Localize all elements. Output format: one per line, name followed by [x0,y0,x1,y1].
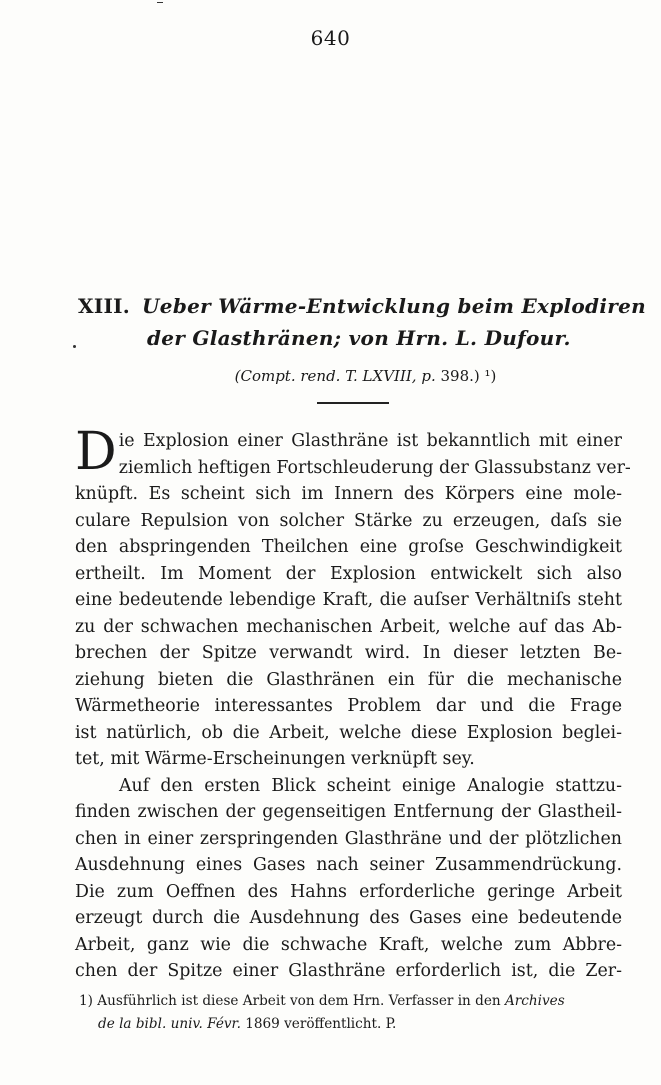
corner-mark [157,2,163,3]
text-line: erzeugt durch die Ausdehnung des Gases eine bedeutende [75,908,622,928]
paragraph-2 [75,773,622,985]
footnote-date: 1869 veröffentlicht. [240,1016,382,1032]
drop-cap: D [75,422,117,482]
citation-source: (Compt. rend. T. LXVIII, p. [234,367,436,385]
text-line: chen der Spitze einer Glasthräne erforderlich ist, die Zer- [75,961,622,981]
article-number: XIII. [78,294,131,318]
body-text [75,422,631,985]
text-line: eine bedeutende lebendige Kraft, die auſser Verhältniſs steht [75,590,622,610]
footnote-text: 1) Ausführlich ist diese Arbeit von dem Hrn. Verfasser in den [79,993,505,1009]
text-line: den abspringenden Theilchen eine groſse Geschwindigkeit [75,537,622,557]
text-line: zu der schwachen mechanischen Arbeit, welche auf das Ab- [75,616,622,637]
text-line: ist natürlich, ob die Arbeit, welche diese Explosion beglei- [75,722,622,743]
text-line: brechen der Spitze verwandt wird. In dieser letzten Be- [75,643,622,663]
footnote-line-2-text [98,1016,381,1032]
citation-page: 398.) ¹) [435,367,497,385]
citation [0,367,661,385]
page-number: 640 [310,26,351,50]
text-line: ziemlich heftigen Fortschleuderung der Glassubstanz ver- [118,457,631,478]
title-line-2: der Glasthränen; von Hrn. L. Dufour. [147,326,571,350]
text-line: culare Repulsion von solcher Stärke zu erzeugen, daſs sie [75,510,622,531]
text-line: Die zum Oeffnen des Hahns erforderliche geringe Arbeit [75,881,622,902]
text-line: finden zwischen der gegenseitigen Entfernung der Glastheil- [75,802,622,822]
footnote-journal-cont: de la bibl. univ. Févr. [98,1016,241,1032]
text-line: Auf den ersten Blick scheint einige Analogie stattzu- [119,775,622,796]
text-line: ziehung bieten die Glasthränen ein für die mechanische [75,669,622,690]
text-line: chen in einer zerspringenden Glasthräne und der plötzlichen [75,828,622,849]
title-line-1 [78,294,646,318]
text-line: tet, mit Wärme-Erscheinungen verknüpft sey. [75,749,475,769]
divider-rule [317,402,389,404]
text-line: ie Explosion einer Glasthräne ist bekanntlich mit einer [118,431,622,451]
footnote-line-2 [79,1013,607,1036]
text-line: Ausdehnung eines Gases nach seiner Zusammendrückung. [75,855,622,875]
text-line: Wärmetheorie interessantes Problem dar und die Frage [75,696,622,716]
footnote [79,990,607,1036]
margin-dot [73,345,76,348]
title-text-1: Ueber Wärme-Entwicklung beim Explodiren [142,294,646,318]
text-line: ertheilt. Im Moment der Explosion entwickelt sich also [75,563,622,584]
footnote-signature: P. [385,1016,397,1032]
text-line: knüpft. Es scheint sich im Innern des Körpers eine mole- [75,484,622,504]
footnote-journal: Archives [504,993,565,1009]
article-title [78,294,646,350]
paragraph-1 [75,422,631,773]
text-line: Arbeit, ganz wie die schwache Kraft, welche zum Abbre- [75,934,622,955]
footnote-line-1 [79,990,607,1013]
